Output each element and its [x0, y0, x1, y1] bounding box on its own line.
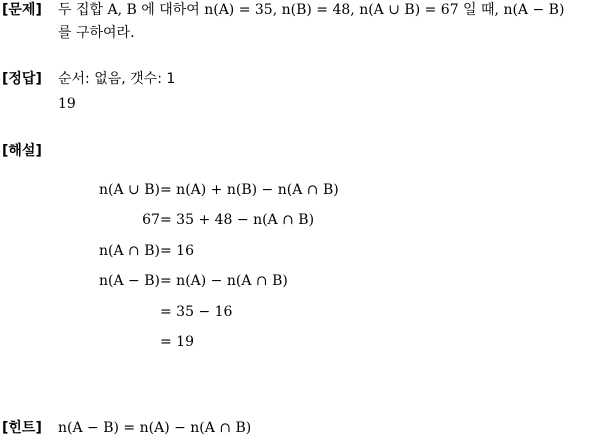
equation-rhs: = n(A) + n(B) − n(A ∩ B)	[160, 182, 339, 198]
answer-label: [정답]	[2, 71, 42, 87]
answer-meta: 순서: 없음, 갯수: 1	[58, 71, 176, 87]
problem-text-line-1: 두 집합 A, B 에 대하여 n(A) = 35, n(B) = 48, n(A ∪ B) = 67 일 때, n(A − B)	[58, 2, 565, 18]
equation-rhs: = 19	[160, 334, 194, 350]
answer-value: 19	[58, 96, 76, 112]
equation-rhs: = 16	[160, 243, 194, 259]
problem-text-line-2: 를 구하여라.	[58, 25, 135, 41]
problem-label: [문제]	[2, 2, 42, 18]
equation-rhs: = 35 − 16	[160, 304, 233, 320]
equation-lhs: n(A ∪ B)	[99, 182, 160, 198]
hint-text: n(A − B) = n(A) − n(A ∩ B)	[58, 420, 252, 436]
equation-rhs: = n(A) − n(A ∩ B)	[160, 273, 288, 289]
equation-rhs: = 35 + 48 − n(A ∩ B)	[160, 212, 315, 228]
equation-lhs: 67	[142, 212, 160, 228]
equation-lhs: n(A − B)	[99, 273, 160, 289]
equation-lhs: n(A ∩ B)	[99, 243, 160, 259]
solution-label: [해설]	[2, 143, 42, 159]
hint-label: [힌트]	[2, 420, 42, 436]
